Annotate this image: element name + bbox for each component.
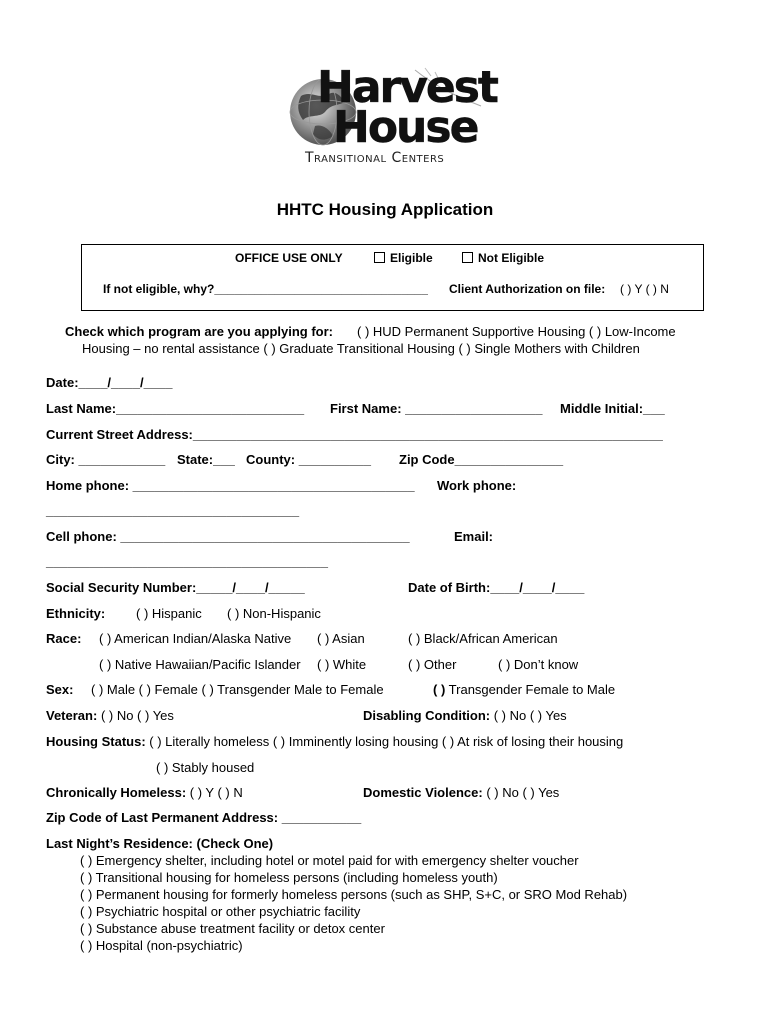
residence-option[interactable]: ( ) Hospital (non-psychiatric) [80, 938, 243, 953]
ethnicity-non-hispanic[interactable]: ( ) Non-Hispanic [227, 606, 321, 621]
client-auth-options[interactable]: ( ) Y ( ) N [620, 282, 669, 296]
chronic-options: ( ) Y ( ) N [189, 785, 243, 800]
residence-option[interactable]: ( ) Permanent housing for formerly homeless persons (such as SHP, S+C, or SRO Mod Rehab) [80, 887, 628, 902]
race-american-indian[interactable]: ( ) American Indian/Alaska Native [99, 631, 292, 646]
dv-row[interactable] [363, 785, 559, 800]
race-dont-know[interactable]: ( ) Don’t know [498, 657, 579, 672]
email-line[interactable]: _______________________________________ [46, 554, 328, 569]
sex-label: Sex: [46, 682, 74, 697]
race-black[interactable]: ( ) Black/African American [408, 631, 558, 646]
zip-code-field[interactable]: Zip Code_______________ [399, 452, 564, 467]
housing-status-label: Housing Status: [46, 734, 146, 749]
dv-options: ( ) No ( ) Yes [486, 785, 560, 800]
date-field[interactable] [46, 375, 173, 390]
logo-line-3: Transitional Centers [305, 150, 445, 166]
program-label: Check which program are you applying for: [65, 324, 333, 339]
last-name-field[interactable]: Last Name:__________________________ [46, 401, 305, 416]
middle-initial-field[interactable]: Middle Initial:___ [560, 401, 665, 416]
housing-status-stably-housed[interactable]: ( ) Stably housed [156, 760, 255, 775]
home-phone-field[interactable]: Home phone: _______________________________________ [46, 478, 415, 493]
chronic-row[interactable] [46, 785, 243, 800]
work-phone-label: Work phone: [437, 478, 517, 493]
work-phone-line[interactable]: ___________________________________ [46, 503, 300, 518]
sex-options[interactable]: ( ) Male ( ) Female ( ) Transgender Male to Female [91, 682, 384, 697]
not-eligible-why-field[interactable]: If not eligible, why?________________________________ [103, 282, 428, 296]
ethnicity-label: Ethnicity: [46, 606, 106, 621]
veteran-row[interactable] [46, 708, 174, 723]
eligible-label: Eligible [390, 251, 433, 265]
veteran-label: Veteran: [46, 708, 98, 723]
logo-line-1: Harvest [317, 62, 497, 113]
residence-option[interactable]: ( ) Transitional housing for homeless persons (including homeless youth) [80, 870, 498, 885]
chronic-label: Chronically Homeless: [46, 785, 187, 800]
checkbox-icon [462, 252, 473, 263]
veteran-options: ( ) No ( ) Yes [100, 708, 174, 723]
disabling-row[interactable] [363, 708, 567, 723]
checkbox-icon [374, 252, 385, 263]
office-use-label: OFFICE USE ONLY [235, 251, 343, 265]
race-asian[interactable]: ( ) Asian [317, 631, 365, 646]
housing-status-options: ( ) Literally homeless ( ) Imminently losing housing ( ) At risk of losing their housing [149, 734, 624, 749]
street-address-field[interactable]: Current Street Address:_________________________________________________________________ [46, 427, 663, 442]
first-name-field[interactable]: First Name: ___________________ [330, 401, 543, 416]
cell-phone-field[interactable]: Cell phone: ________________________________________ [46, 529, 410, 544]
date-blank: :____/____/____ [74, 375, 173, 390]
race-label: Race: [46, 631, 82, 646]
residence-option[interactable]: ( ) Substance abuse treatment facility or detox center [80, 921, 385, 936]
state-field[interactable]: State:___ [177, 452, 235, 467]
harvest-house-logo [285, 62, 497, 176]
date-label: Date [46, 375, 75, 390]
client-auth-label: Client Authorization on file: [449, 282, 606, 296]
not-eligible-label: Not Eligible [478, 251, 544, 265]
county-field[interactable]: County: __________ [246, 452, 372, 467]
logo-line-2: House [333, 102, 478, 153]
email-label: Email: [454, 529, 494, 544]
page-title: HHTC Housing Application [276, 200, 494, 219]
sex-option-label: Transgender Female to Male [448, 682, 616, 697]
ssn-field[interactable]: Social Security Number:_____/____/_____ [46, 580, 305, 595]
not-eligible-checkbox[interactable] [462, 251, 544, 265]
dv-label: Domestic Violence: [363, 785, 483, 800]
program-options-2[interactable]: Housing – no rental assistance ( ) Graduate Transitional Housing ( ) Single Mothers with Children [82, 341, 640, 356]
race-white[interactable]: ( ) White [317, 657, 367, 672]
city-field[interactable]: City: ____________ [46, 452, 166, 467]
residence-option[interactable]: ( ) Emergency shelter, including hotel or motel paid for with emergency shelter voucher [80, 853, 579, 868]
sex-option-trans-f2m[interactable] [433, 682, 615, 697]
zip-last-permanent-field[interactable]: Zip Code of Last Permanent Address: ___________ [46, 810, 362, 825]
dob-field[interactable]: Date of Birth:____/____/____ [408, 580, 585, 595]
program-options-1[interactable]: ( ) HUD Permanent Supportive Housing ( ) Low-Income [357, 324, 676, 339]
eligible-checkbox[interactable] [374, 251, 433, 265]
disabling-options: ( ) No ( ) Yes [493, 708, 567, 723]
race-other[interactable]: ( ) Other [408, 657, 457, 672]
housing-status-row[interactable] [46, 734, 623, 749]
ethnicity-hispanic[interactable]: ( ) Hispanic [136, 606, 202, 621]
race-native-hawaiian[interactable]: ( ) Native Hawaiian/Pacific Islander [99, 657, 301, 672]
sex-option-paren: ( ) [433, 682, 446, 697]
disabling-label: Disabling Condition: [363, 708, 491, 723]
residence-label: Last Night’s Residence: (Check One) [46, 836, 274, 851]
residence-option[interactable]: ( ) Psychiatric hospital or other psychiatric facility [80, 904, 361, 919]
